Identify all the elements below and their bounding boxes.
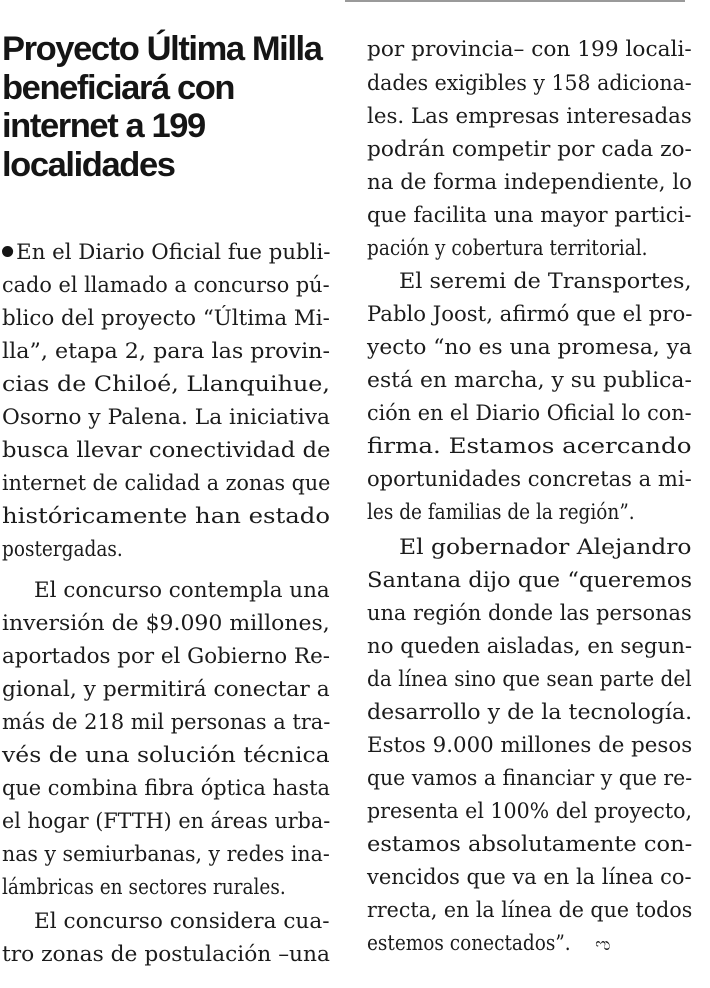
text-line: El concurso contempla una [34,578,330,602]
text-line: podrán competir por cada zo- [367,137,692,161]
text-line: nas y semiurbanas, y redes ina- [2,842,330,866]
text-line: les. Las empresas interesadas [367,104,692,128]
text-line: na de forma independiente, lo [367,170,693,194]
text-line: ción en el Diario Oficial lo con- [367,401,692,425]
text-line: lla”, etapa 2, para las provin- [2,339,331,363]
text-line: una región donde las personas [367,601,692,625]
text-line: da línea sino que sean parte del [367,667,692,691]
text-line: rrecta, en la línea de que todos [367,898,693,922]
text-line: que combina fibra óptica hasta [2,776,330,800]
text-line: estamos absolutamente con- [367,832,693,856]
text-line: Pablo Joost, afirmó que el pro- [367,302,693,326]
text-line: por provincia– con 199 locali- [367,37,692,61]
text-line: El concurso considera cua- [34,909,330,933]
text-line: Santana dijo que “queremos [367,568,693,592]
text-line: vés de una solución técnica [2,743,330,767]
text-line: gional, y permitirá conectar a [2,677,330,701]
text-line: les de familias de la región”. [367,500,635,524]
text-line: cado el llamado a concurso pú- [2,273,330,297]
text-line: tro zonas de postulación –una [2,942,330,966]
text-line: más de 218 mil personas a tra- [2,710,331,734]
text-line: oportunidades concretas a mi- [367,467,692,491]
text-line: El gobernador Alejandro [399,535,692,559]
text-line: internet de calidad a zonas que [2,471,331,495]
article-headline: Proyecto Última Milla beneficiará con internet a 199 localidades [2,30,322,184]
text-line: que facilita una mayor partici- [367,203,692,227]
text-line: postergadas. [2,537,123,561]
end-mark-icon: ಌ [595,934,611,955]
text-line: está en marcha, y su publica- [367,368,692,392]
text-line: pación y cobertura territorial. [367,236,648,260]
text-line: firma. Estamos acercando [367,434,692,458]
text-line: desarrollo y de la tecnología. [367,700,693,724]
bullet-icon [2,246,13,257]
text-line: presenta el 100% del proyecto, [367,799,693,823]
column-rule [345,0,685,2]
text-line: Osorno y Palena. La iniciativa [2,405,330,429]
text-line: El seremi de Transportes, [399,269,692,293]
text-line: aportados por el Gobierno Re- [2,644,330,668]
text-line: busca llevar conectividad de [2,438,331,462]
text-line: cias de Chiloé, Llanquihue, [2,372,330,396]
text-line: históricamente han estado [2,504,331,528]
text-line: inversión de $9.090 millones, [2,611,330,635]
text-line: estemos conectados”. ಌ [367,931,611,955]
text-line: blico del proyecto “Última Mi- [2,306,330,330]
text-line: lámbricas en sectores rurales. [2,875,286,899]
text-line: que vamos a financiar y que re- [367,766,693,790]
text-line: vencidos que va en la línea co- [367,865,692,889]
text-line: En el Diario Oficial fue publi- [2,236,330,269]
text-line: el hogar (FTTH) en áreas urba- [2,809,331,833]
text-line: yecto “no es una promesa, ya [367,335,693,359]
text-line: no queden aisladas, en segun- [367,634,693,658]
text-line: dades exigibles y 158 adiciona- [367,71,692,95]
text-line: Estos 9.000 millones de pesos [367,733,693,757]
